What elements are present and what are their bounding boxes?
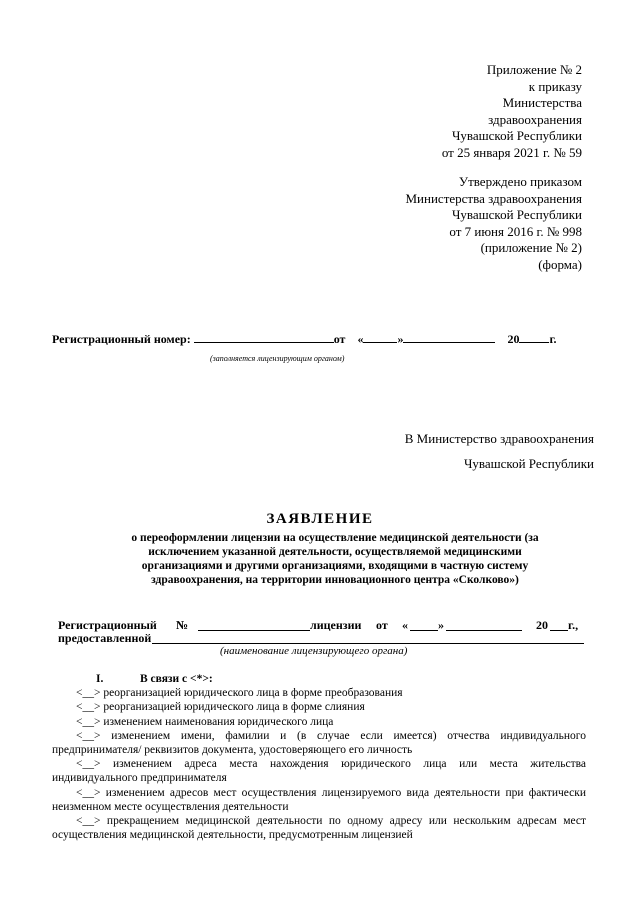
reason-item-text: <__> прекращением медицинской деятельности по одному адресу или нескольким адресам мест осуществления медицинской деятельности, предусмотренным лицензией (52, 815, 586, 842)
appendix-block (442, 62, 582, 161)
license-row-year-suffix: г., (568, 618, 579, 632)
approved-line: Чувашской Республики (451, 207, 582, 222)
license-year-field[interactable] (550, 620, 568, 631)
addressee-line: В Министерство здравоохранения (404, 431, 594, 446)
reason-item[interactable] (52, 814, 586, 842)
addressee-block (405, 426, 594, 476)
reason-item-text: <__> изменением адресов мест осуществления лицензируемого вида деятельности при фактически неизменном месте осуществления деятельности (52, 786, 586, 813)
license-row-quote-close: » (438, 618, 444, 632)
license-number-field[interactable] (198, 620, 310, 631)
approved-line: (форма) (538, 256, 582, 272)
reason-item[interactable] (52, 757, 586, 785)
license-day-field[interactable] (410, 620, 438, 631)
section-title: В связи с <*>: (140, 673, 213, 685)
registration-label: Регистрационный номер: (52, 332, 191, 346)
license-row-from: от (376, 618, 388, 632)
reason-item[interactable] (52, 786, 586, 814)
section-heading (52, 672, 586, 686)
reason-item-text: <__> изменением адреса места нахождения юридического лица или места жительства индивидуального предпринимателя (52, 758, 586, 785)
approved-line: от 7 июня 2016 г. № 998 (449, 223, 582, 239)
license-row-num: № (176, 618, 189, 632)
document-subtitle: о переоформлении лицензии на осуществление медицинской деятельности (за исключением указанной деятельности, осуществляемой медицинскими организациями и другими организациями, входящими в частную систему здравоохранения, на территории инновационного центра «Сколково») (131, 532, 539, 586)
reason-item-text: <__> изменением имени, фамилии и (в случае если имеется) отчества индивидуального предпринимателя/ реквизитов документа, удостоверяющего его личность (52, 729, 586, 757)
registration-quote-close: » (397, 332, 404, 346)
document-title: ЗАЯВЛЕНИЕ (266, 511, 374, 527)
reason-item[interactable]: <__> реорганизацией юридического лица в форме слияния (76, 701, 365, 714)
section-number: I. (96, 673, 104, 685)
appendix-line: к приказу (528, 78, 582, 94)
approved-line: (приложение № 2) (480, 240, 582, 255)
registration-note: (заполняется лицензирующим органом) (210, 354, 345, 363)
registration-year-suffix: г. (549, 332, 557, 346)
approved-block (406, 174, 583, 273)
registration-number-field[interactable] (194, 332, 334, 343)
registration-from: от (333, 332, 346, 346)
appendix-line: Чувашской Республики (451, 128, 582, 143)
reason-item[interactable] (52, 729, 586, 757)
license-row-year-prefix: 20 (536, 618, 548, 632)
appendix-line: Министерства (502, 95, 582, 110)
registration-day-field[interactable] (363, 332, 397, 343)
appendix-line: здравоохранения (488, 111, 582, 127)
license-row-quote-open: « (402, 618, 408, 632)
registration-year-prefix: 20 (507, 332, 520, 346)
appendix-line: Приложение № 2 (486, 62, 582, 77)
registration-year-field[interactable] (519, 332, 549, 343)
reason-item[interactable]: <__> изменением наименования юридического лица (76, 715, 334, 728)
licensing-authority-note: (наименование лицензирующего органа) (220, 645, 408, 657)
license-month-field[interactable] (446, 620, 522, 631)
license-row-word: лицензии (310, 618, 362, 632)
reason-item[interactable]: <__> реорганизацией юридического лица в форме преобразования (76, 687, 403, 700)
reasons-section (52, 672, 586, 842)
registration-month-field[interactable] (403, 332, 495, 343)
approved-line: Утверждено приказом (458, 174, 582, 189)
approved-line: Министерства здравоохранения (405, 190, 582, 206)
granted-label: предоставленной (58, 631, 152, 645)
licensing-authority-field[interactable] (152, 633, 584, 644)
license-row-label: Регистрационный (58, 618, 157, 632)
registration-line (52, 332, 582, 347)
appendix-line: от 25 января 2021 г. № 59 (441, 144, 582, 160)
registration-quote-open: « (357, 332, 364, 346)
addressee-line: Чувашской Республики (463, 456, 594, 471)
